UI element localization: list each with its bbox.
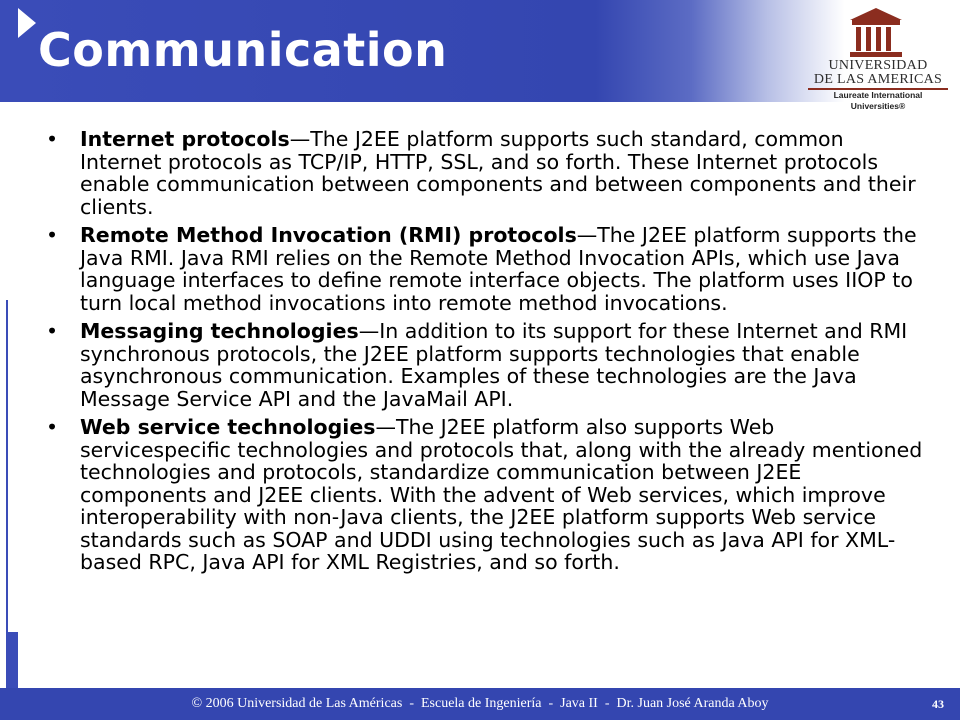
triangle-right-icon: [18, 8, 36, 38]
header-band: [0, 0, 960, 111]
slide-title: Communication: [38, 23, 448, 77]
list-item: [46, 415, 930, 574]
bullet-dot-icon: •: [46, 319, 59, 343]
footer-credits: © 2006 Universidad de Las Américas - Escuela de Ingeniería - Java II - Dr. Juan José Aranda Aboy: [191, 696, 769, 711]
columned-building-icon: [848, 8, 904, 58]
footer-bar: [0, 688, 960, 720]
logo-tagline: Laureate International Universities®: [833, 90, 923, 111]
bullet-text: —The J2EE platform also supports Web servicespecific technologies and protocols that, along with the already mentioned technologies and protocols, standardize communication between J2EE components and J2EE clients. With the advent of Web services, which improve interoperability with non-Java clients, the J2EE platform supports Web service standards such as SOAP and UDDI using technologies such as Java API for XML-based RPC, Java API for XML Registries, and so forth.: [80, 415, 923, 574]
bullet-text: —In addition to its support for these Internet and RMI synchronous protocols, the J2EE platform supports technologies that enable asynchronous communication. Examples of these technologies are the Java Message Service API and the JavaMail API.: [80, 319, 908, 411]
bullet-term: Remote Method Invocation (RMI) protocols: [80, 223, 577, 247]
bullet-text: —The J2EE platform supports the Java RMI. Java RMI relies on the Remote Method Invocation APIs, which use Java language interfaces to define remote interface objects. The platform uses IIOP to turn local method invocations into remote method invocations.: [80, 223, 917, 315]
page-number: 43: [932, 697, 944, 711]
bullet-term: Messaging technologies: [80, 319, 359, 343]
list-item: [46, 223, 930, 315]
bullet-dot-icon: •: [46, 127, 59, 151]
left-accent-block: [8, 632, 18, 688]
bullet-dot-icon: •: [46, 223, 59, 247]
bullet-list: [0, 128, 960, 574]
bullet-term: Web service technologies: [80, 415, 376, 439]
logo-text-line2: DE LAS AMERICAS: [813, 72, 943, 87]
bullet-text: —The J2EE platform supports such standard, common Internet protocols as TCP/IP, HTTP, SSL, and so forth. These Internet protocols enable communication between components and between components and their clients.: [80, 127, 916, 219]
list-item: [46, 319, 930, 411]
logo-text-line1: UNIVERSIDAD: [828, 58, 928, 73]
university-logo: [808, 8, 948, 111]
bullet-term: Internet protocols: [80, 127, 290, 151]
list-item: [46, 127, 930, 219]
slide-body: [0, 128, 960, 580]
bullet-dot-icon: •: [46, 415, 59, 439]
